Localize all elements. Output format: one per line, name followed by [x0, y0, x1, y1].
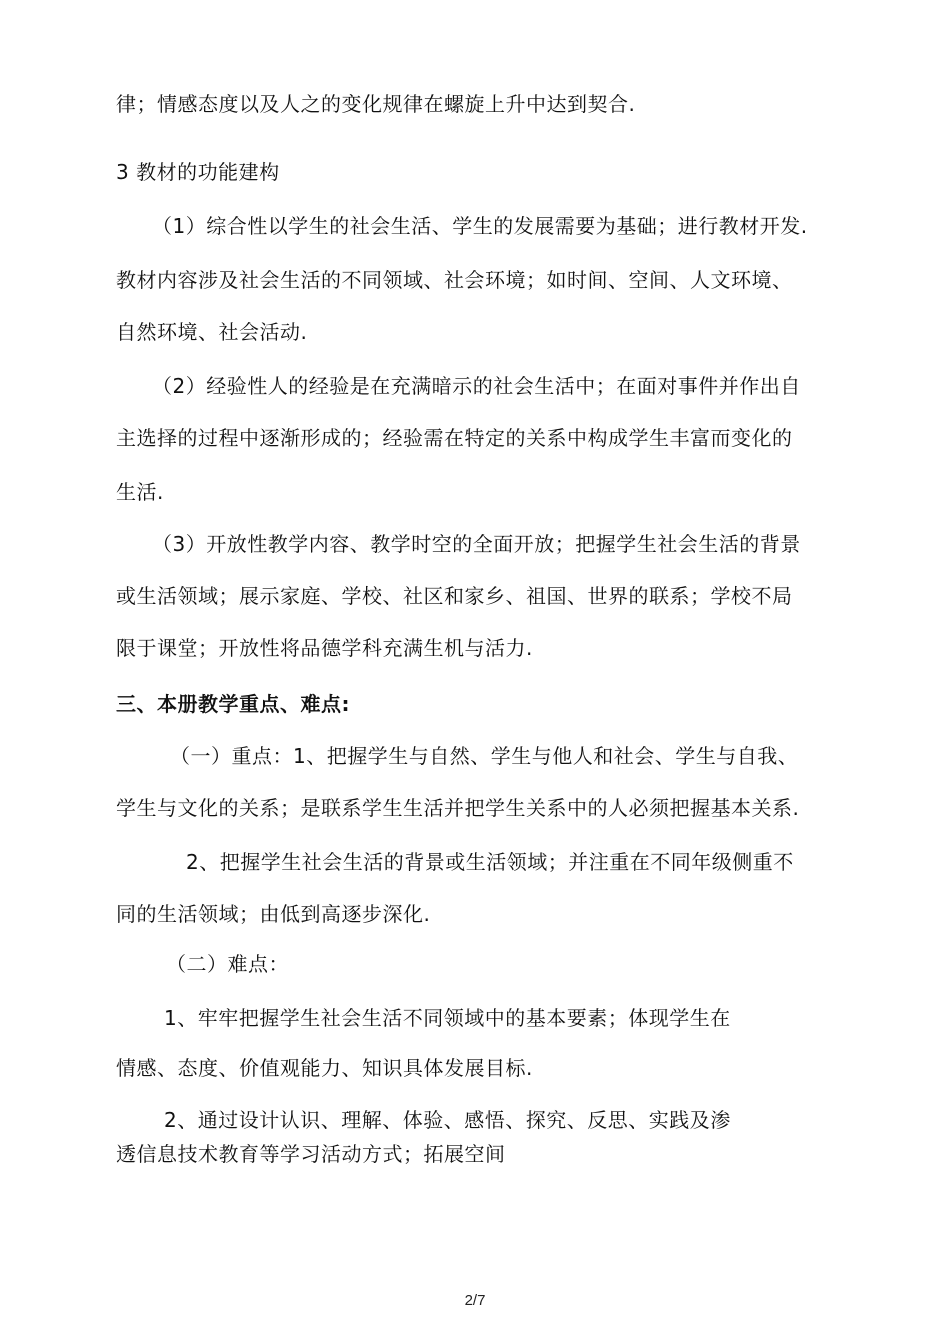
paragraph-line: （2）经验性人的经验是在充满暗示的社会生活中；在面对事件并作出自	[152, 374, 801, 398]
paragraph-line: 情感、态度、价值观能力、知识具体发展目标.	[116, 1056, 533, 1080]
paragraph-line: 同的生活领域；由低到高逐步深化.	[116, 902, 431, 926]
paragraph-line: 主选择的过程中逐渐形成的；经验需在特定的关系中构成学生丰富而变化的	[116, 426, 793, 450]
paragraph-line: （3）开放性教学内容、教学时空的全面开放；把握学生社会生活的背景	[152, 532, 801, 556]
paragraph-line: 或生活领域；展示家庭、学校、社区和家乡、祖国、世界的联系；学校不局	[116, 584, 793, 608]
section-heading: 三、本册教学重点、难点:	[116, 692, 350, 716]
paragraph-line: 律；情感态度以及人之的变化规律在螺旋上升中达到契合.	[116, 92, 636, 116]
paragraph-line: 2、把握学生社会生活的背景或生活领域；并注重在不同年级侧重不	[186, 850, 794, 874]
page-number: 2/7	[464, 1292, 486, 1309]
paragraph-line: 自然环境、社会活动.	[116, 320, 308, 344]
paragraph-line: 教材内容涉及社会生活的不同领域、社会环境；如时间、空间、人文环境、	[116, 268, 793, 292]
paragraph-line: （一）重点：1、把握学生与自然、学生与他人和社会、学生与自我、	[170, 744, 799, 768]
subsection-heading: （二）难点：	[166, 952, 289, 976]
paragraph-line: 1、牢牢把握学生社会生活不同领域中的基本要素；体现学生在	[164, 1006, 731, 1030]
paragraph-line: 透信息技术教育等学习活动方式；拓展空间	[116, 1142, 506, 1166]
paragraph-line: （1）综合性以学生的社会生活、学生的发展需要为基础；进行教材开发.	[152, 214, 808, 238]
paragraph-line: 学生与文化的关系；是联系学生生活并把学生关系中的人必须把握基本关系.	[116, 796, 800, 820]
paragraph-line: 2、通过设计认识、理解、体验、感悟、探究、反思、实践及渗	[164, 1108, 731, 1132]
section-heading: 3 教材的功能建构	[116, 160, 280, 184]
paragraph-line: 限于课堂；开放性将品德学科充满生机与活力.	[116, 636, 533, 660]
paragraph-line: 生活.	[116, 480, 164, 504]
